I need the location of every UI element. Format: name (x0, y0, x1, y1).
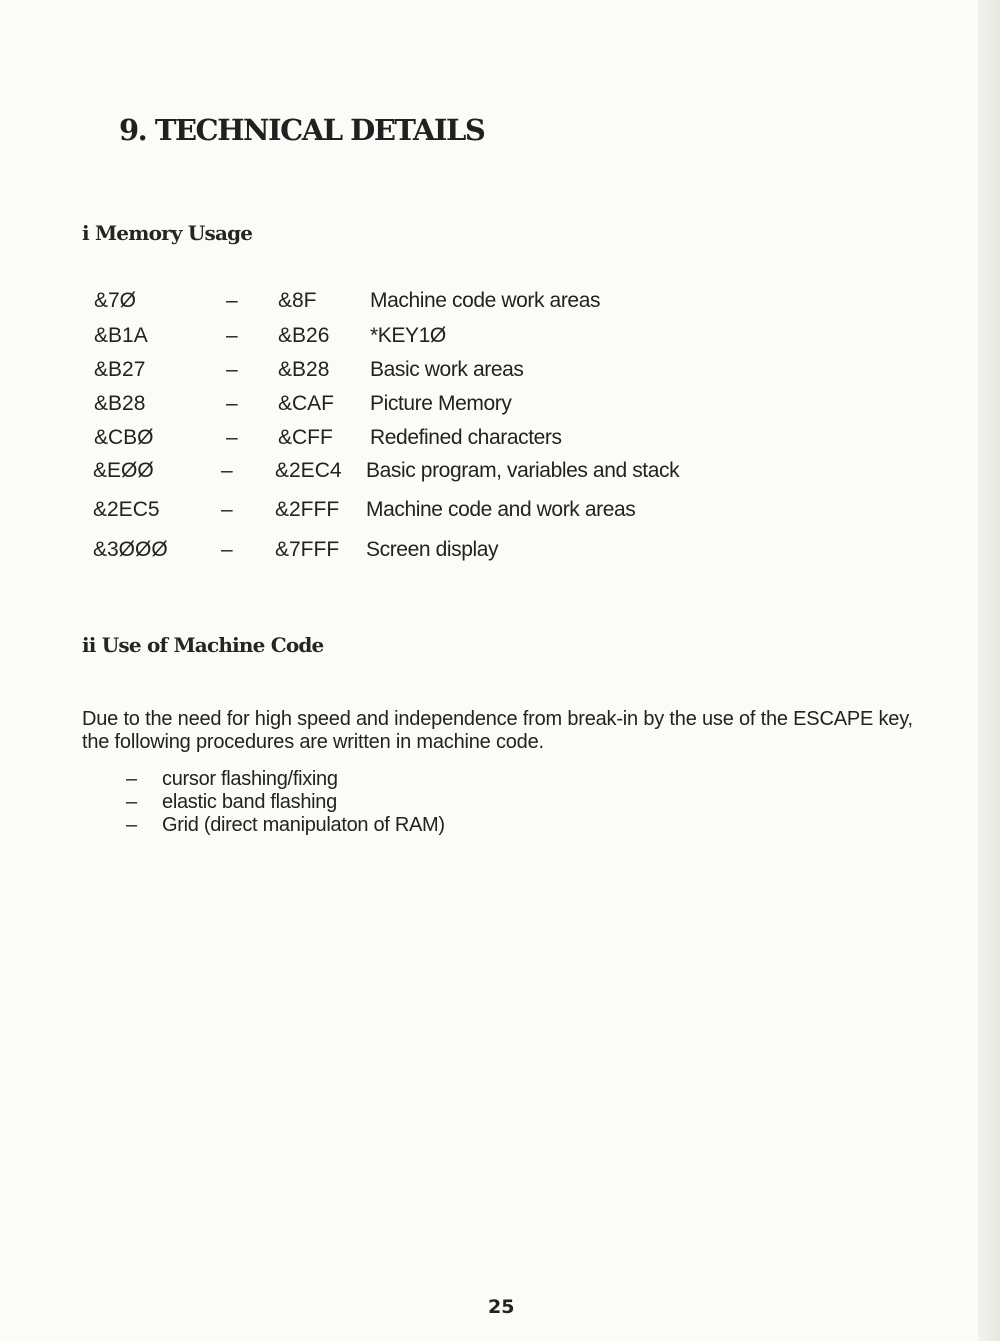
memory-description: Machine code and work areas (366, 498, 636, 521)
range-dash: – (226, 358, 238, 381)
address-end: &2EC4 (275, 459, 342, 482)
table-row (0, 392, 1000, 426)
memory-description: Basic program, variables and stack (366, 459, 680, 482)
table-row (0, 426, 1000, 460)
range-dash: – (221, 459, 233, 482)
table-row (0, 358, 1000, 392)
list-item-text: Grid (direct manipulaton of RAM) (162, 814, 445, 836)
page-number: 25 (488, 1296, 515, 1318)
memory-description: Screen display (366, 538, 499, 561)
list-item-text: elastic band flashing (162, 791, 337, 813)
address-start: &B27 (94, 358, 146, 381)
range-dash: – (226, 324, 238, 347)
memory-description: Picture Memory (370, 392, 512, 415)
table-row (0, 538, 1000, 572)
address-start: &3ØØØ (93, 538, 168, 561)
dash-bullet: – (126, 791, 138, 813)
address-end: &8F (278, 289, 317, 312)
address-start: &7Ø (94, 289, 137, 312)
memory-description: Redefined characters (370, 426, 562, 449)
range-dash: – (226, 392, 238, 415)
table-row (0, 289, 1000, 323)
page-edge (978, 0, 1000, 1341)
address-start: &2EC5 (93, 498, 160, 521)
address-end: &CFF (278, 426, 333, 449)
address-end: &7FFF (275, 538, 340, 561)
range-dash: – (221, 538, 233, 561)
address-end: &CAF (278, 392, 335, 415)
table-row (0, 498, 1000, 532)
address-end: &2FFF (275, 498, 340, 521)
address-start: &CBØ (94, 426, 154, 449)
address-end: &B28 (278, 358, 330, 381)
list-item-text: cursor flashing/fixing (162, 768, 338, 790)
machine-code-intro: Due to the need for high speed and independence from break-in by the use of the ESCAPE key, the following procedures are written in machine code. (82, 708, 913, 753)
memory-description: Machine code work areas (370, 289, 601, 312)
memory-description: Basic work areas (370, 358, 524, 381)
range-dash: – (226, 426, 238, 449)
machine-code-heading: ii Use of Machine Code (82, 633, 324, 657)
address-start: &B1A (94, 324, 148, 347)
range-dash: – (226, 289, 238, 312)
address-start: &B28 (94, 392, 146, 415)
table-row (0, 324, 1000, 358)
memory-description: *KEY1Ø (370, 324, 446, 347)
chapter-title: 9. TECHNICAL DETAILS (119, 113, 485, 147)
memory-usage-heading: i Memory Usage (82, 221, 253, 245)
dash-bullet: – (126, 814, 138, 836)
table-row (0, 459, 1000, 493)
address-end: &B26 (278, 324, 330, 347)
address-start: &EØØ (93, 459, 154, 482)
range-dash: – (221, 498, 233, 521)
dash-bullet: – (126, 768, 138, 790)
